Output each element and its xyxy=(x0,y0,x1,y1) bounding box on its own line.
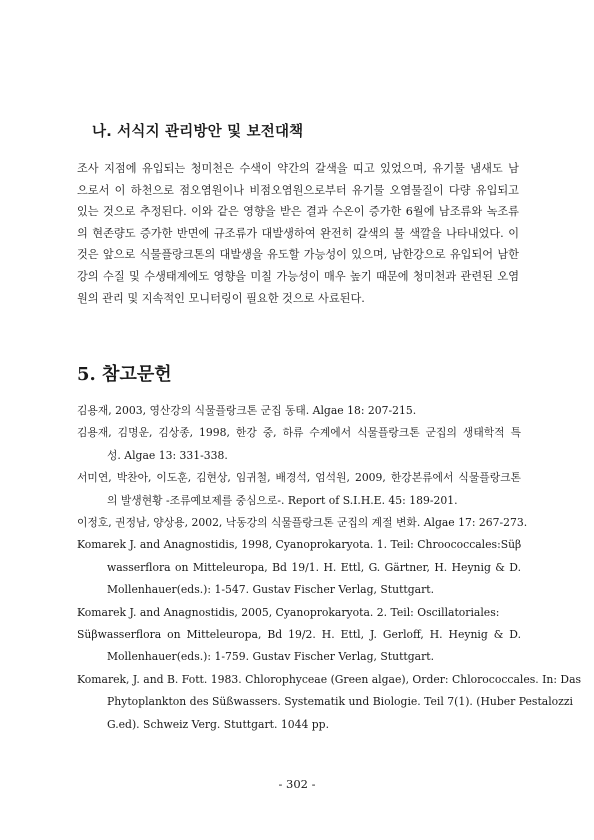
paragraph-line: 으로서 이 하천으로 점오염원이나 비점오염원으로부터 유기물 오염물질이 다량 유입되고 xyxy=(77,183,519,197)
reference-line: Komarek, J. and B. Fott. 1983. Chlorophyceae (Green algae), Order: Chlorococcales. In: Das xyxy=(77,672,582,686)
reference-entry xyxy=(77,467,521,512)
paragraph-line: 조사 지점에 유입되는 청미천은 수색이 약간의 갈색을 띠고 있었으며, 유기물 냄새도 남 xyxy=(77,162,519,175)
reference-line: Komarek J. and Anagnostidis, 1998, Cyanoprokaryota. 1. Teil: Chroococcales:Süβ xyxy=(77,538,522,552)
reference-line: Mollenhauer(eds.): 1-759. Gustav Fischer Verlag, Stuttgart. xyxy=(107,650,435,664)
reference-entry xyxy=(77,512,528,534)
reference-entry xyxy=(77,400,521,422)
reference-list xyxy=(77,400,582,736)
paragraph-line: 원의 관리 및 지속적인 모니터링이 필요한 것으로 사료된다. xyxy=(77,291,365,305)
reference-line: 의 발생현황 -조류예보제를 중심으로-. Report of S.I.H.E. 45: 189-201. xyxy=(107,493,458,507)
reference-line: 김용재, 2003, 영산강의 식물플랑크톤 군집 동태. Algae 18: 207-215. xyxy=(77,404,417,417)
reference-entry xyxy=(77,422,521,467)
body-paragraph xyxy=(77,158,519,309)
section-heading: 5. 참고문헌 xyxy=(77,364,172,385)
reference-line: 김용재, 김명운, 김상종, 1998, 한강 중, 하류 수계에서 식물플랑크톤 군집의 생태학적 특 xyxy=(77,426,521,440)
page-number: - 302 - xyxy=(278,777,316,791)
paragraph-line: 의 현존량도 증가한 반면에 규조류가 대발생하여 완전히 갈색의 물 색깔을 나타내었다. 이 xyxy=(77,226,519,240)
paragraph-line: 있는 것으로 추정된다. 이와 같은 영향을 받은 결과 수온이 증가한 6월에 남조류와 녹조류 xyxy=(77,205,519,219)
paragraph-line: 것은 앞으로 식물플랑크톤의 대발생을 유도할 가능성이 있으며, 남한강으로 유입되어 남한 xyxy=(77,248,519,262)
reference-line: Komarek J. and Anagnostidis, 2005, Cyanoprokaryota. 2. Teil: Oscillatoriales: xyxy=(77,605,500,619)
reference-entry xyxy=(77,602,521,669)
subsection-heading: 나. 서식지 관리방안 및 보전대책 xyxy=(92,124,304,140)
reference-line: G.ed). Schweiz Verg. Stuttgart. 1044 pp. xyxy=(107,717,330,731)
reference-line: 이정호, 권정남, 양상용, 2002, 낙동강의 식물플랑크톤 군집의 계절 변화. Algae 17: 267-273. xyxy=(77,516,528,530)
reference-line: Mollenhauer(eds.): 1-547. Gustav Fischer Verlag, Stuttgart. xyxy=(107,583,435,597)
reference-line: 서미연, 박찬아, 이도훈, 김현상, 임귀철, 배경석, 엄석원, 2009, 한강본류에서 식물플랑크톤 xyxy=(77,471,521,485)
reference-entry xyxy=(77,534,521,601)
reference-line: 성. Algae 13: 331-338. xyxy=(107,448,228,462)
reference-line: Süβwasserflora on Mitteleuropa, Bd 19/2. H. Ettl, J. Gerloff, H. Heynig & D. xyxy=(77,628,521,642)
reference-entry xyxy=(77,669,582,736)
paragraph-line: 강의 수질 및 수생태계에도 영향을 미칠 가능성이 매우 높기 때문에 청미천과 관련된 오염 xyxy=(77,269,519,283)
reference-line: Phytoplankton des Süßwassers. Systematik und Biologie. Teil 7(1). (Huber Pestalozzi xyxy=(107,695,574,709)
reference-line: wasserflora on Mitteleuropa, Bd 19/1. H. Ettl, G. Gärtner, H. Heynig & D. xyxy=(107,560,521,574)
